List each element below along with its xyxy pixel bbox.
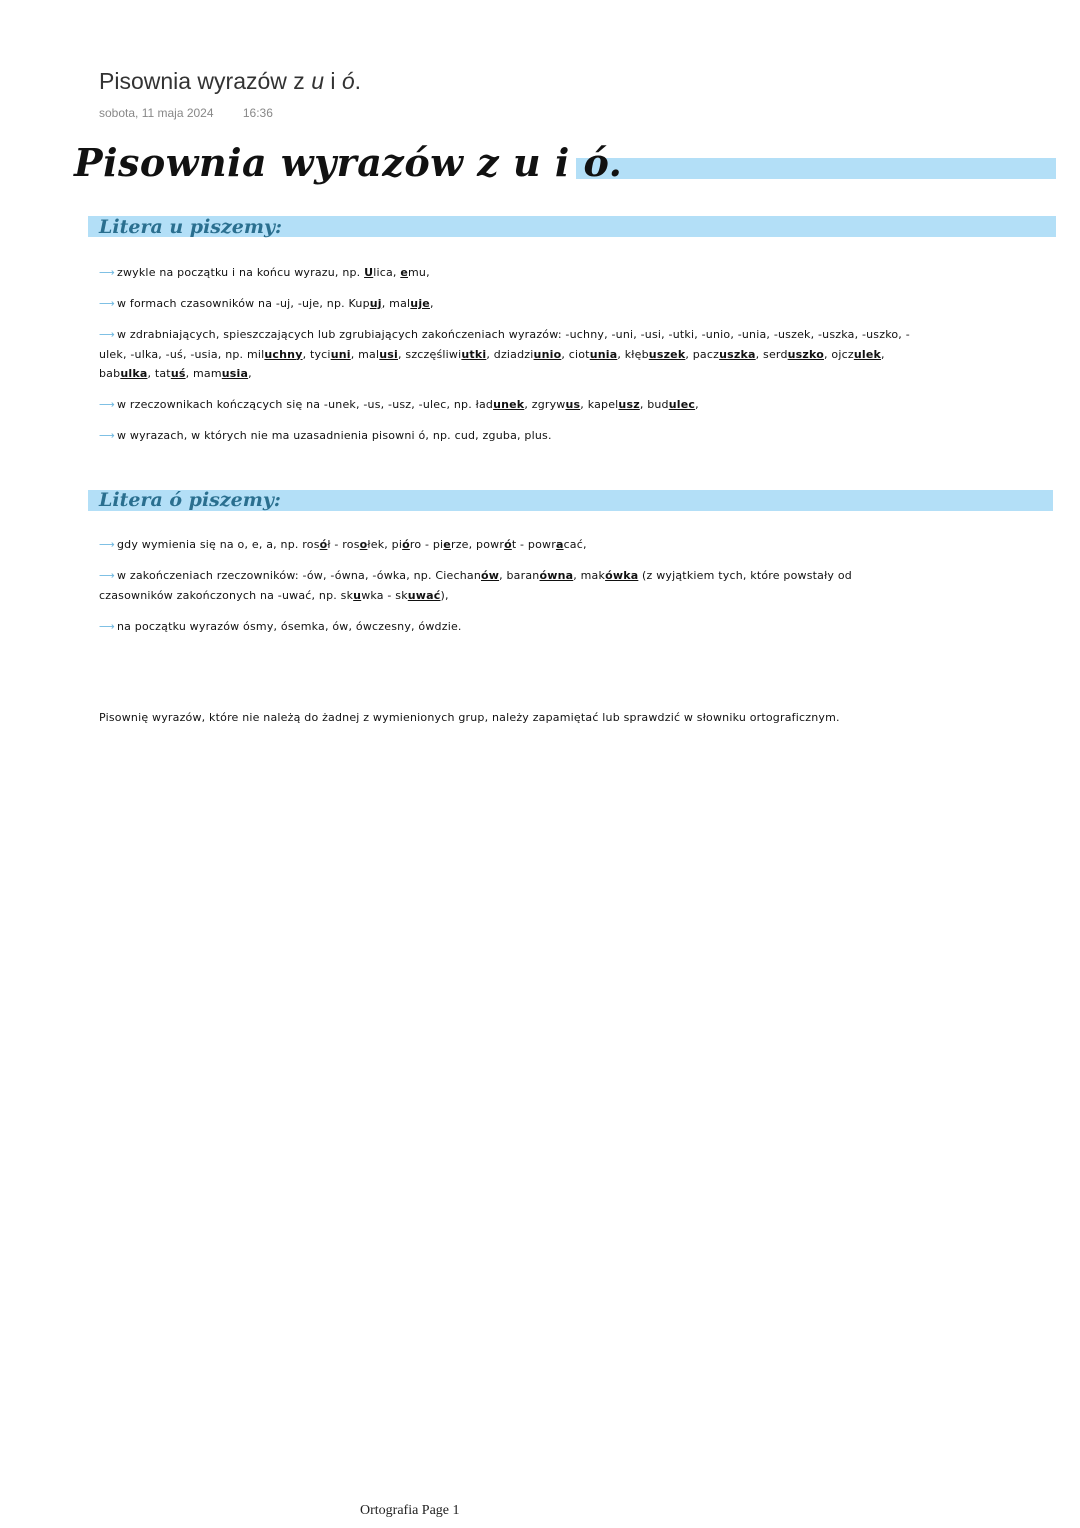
underlined-fragment: unio — [533, 347, 562, 361]
title-letter-o: ó — [341, 68, 355, 94]
section-o-heading-colon: : — [273, 489, 281, 511]
text-fragment: , ciot — [561, 347, 590, 361]
underlined-fragment: o — [359, 538, 368, 551]
underlined-fragment: uj — [369, 297, 382, 310]
underlined-fragment: ulec — [668, 398, 696, 411]
text-fragment: , dziadzi — [486, 347, 534, 361]
underlined-fragment: ó — [402, 538, 410, 551]
page-date: sobota, 11 maja 2024 — [99, 106, 214, 120]
text-fragment: , mal — [350, 347, 380, 361]
section-o-heading-text: Litera ó piszemy — [99, 489, 274, 511]
text-fragment: w zakończeniach rzeczowników: -ów, -ówna, -ówka, np. Ciechan — [116, 569, 481, 582]
banner-title: Pisownia wyrazów z u i ó. — [74, 140, 623, 185]
underlined-fragment: usia — [221, 367, 249, 380]
title-highlight-bar — [576, 158, 1056, 179]
list-item — [99, 566, 929, 605]
underlined-fragment: utki — [461, 347, 487, 361]
section-u-heading-colon: : — [275, 216, 283, 238]
text-fragment: gdy wymienia się na o, e, a, np. ros — [116, 538, 320, 551]
page-time: 16:36 — [242, 106, 273, 120]
page-title — [99, 68, 361, 95]
text-fragment: , bab — [99, 347, 885, 380]
text-fragment: , pacz — [685, 347, 720, 361]
list-item — [99, 617, 929, 637]
text-fragment: łek, pi — [367, 538, 403, 551]
underlined-fragment: unek — [493, 398, 525, 411]
closing-note: Pisownię wyrazów, które nie należą do żadnej z wymienionych grup, należy zapamiętać lub sprawdzić w słowniku ortograficznym. — [99, 711, 840, 724]
text-fragment: na początku wyrazów ósmy, ósemka, ów, ówczesny, ówdzie. — [116, 620, 462, 633]
text-fragment: , tyci — [302, 347, 331, 361]
underlined-fragment: usz — [618, 398, 640, 411]
underlined-fragment: usi — [379, 347, 398, 361]
underlined-fragment: u — [353, 588, 362, 602]
underlined-fragment: ówka — [605, 569, 639, 582]
title-text: Pisownia wyrazów z — [99, 68, 312, 94]
arrow-icon: ⟶ — [99, 328, 115, 341]
underlined-fragment: uś — [170, 367, 186, 380]
text-fragment: , tat — [147, 367, 171, 380]
text-fragment: , serd — [755, 347, 788, 361]
underlined-fragment: uchny — [264, 347, 303, 361]
underlined-fragment: ó — [504, 538, 512, 551]
arrow-icon: ⟶ — [99, 398, 115, 411]
arrow-icon: ⟶ — [99, 297, 115, 310]
text-fragment: , kłęb — [617, 347, 649, 361]
text-fragment: , mal — [381, 297, 411, 310]
text-fragment: , bud — [639, 398, 669, 411]
text-fragment: lica, — [373, 266, 401, 279]
underlined-fragment: e — [443, 538, 451, 551]
underlined-fragment: ulek — [853, 347, 882, 361]
underlined-fragment: uwać — [407, 588, 441, 602]
text-fragment: t - powr — [511, 538, 556, 551]
section-o-heading — [99, 489, 281, 511]
list-item — [99, 325, 929, 384]
text-fragment: , ojcz — [824, 347, 854, 361]
underlined-fragment: e — [400, 266, 408, 279]
underlined-fragment: ulka — [120, 367, 148, 380]
text-fragment: w wyrazach, w których nie ma uzasadnienia pisowni ó, np. cud, zguba, plus. — [116, 429, 552, 442]
underlined-fragment: U — [364, 266, 374, 279]
underlined-fragment: ówna — [539, 569, 574, 582]
list-item — [99, 426, 929, 446]
text-fragment: , mak — [573, 569, 606, 582]
page-footer: Ortografia Page 1 — [360, 1503, 460, 1518]
text-fragment: , — [429, 297, 434, 310]
text-fragment: ), — [440, 588, 449, 602]
text-fragment: wka - sk — [361, 588, 408, 602]
text-fragment: , szczęśliwi — [398, 347, 462, 361]
text-fragment: (z wyjątkiem tych, które powstały od czasowników zakończonych na -uwać, np. sk — [99, 569, 852, 602]
section-u-heading — [99, 216, 282, 238]
underlined-fragment: uni — [330, 347, 351, 361]
underlined-fragment: uszek — [648, 347, 686, 361]
underlined-fragment: uje — [410, 297, 430, 310]
text-fragment: mu, — [408, 266, 430, 279]
arrow-icon: ⟶ — [99, 538, 115, 551]
arrow-icon: ⟶ — [99, 429, 115, 442]
text-fragment: w formach czasowników na -uj, -uje, np. Kup — [116, 297, 370, 310]
text-fragment: cać, — [563, 538, 587, 551]
text-fragment: , kapel — [580, 398, 619, 411]
text-fragment: w zdrabniających, spieszczających lub zgrubiających zakończeniach wyrazów: -uchny, -uni, -usi, -utki, -unio, -unia, -uszek, -uszka, -uszko, -ulek, -ulka, -uś, -usia, np. mil — [99, 328, 910, 361]
text-fragment: ro - pi — [409, 538, 444, 551]
underlined-fragment: uszka — [719, 347, 756, 361]
underlined-fragment: unia — [589, 347, 618, 361]
text-fragment: w rzeczownikach kończących się na -unek, -us, -usz, -ulec, np. ład — [116, 398, 494, 411]
text-fragment: ł - ros — [327, 538, 360, 551]
list-item — [99, 294, 929, 314]
arrow-icon: ⟶ — [99, 266, 115, 279]
underlined-fragment: ó — [319, 538, 328, 551]
text-fragment: , — [248, 367, 252, 380]
section-u-heading-text: Litera u piszemy — [99, 216, 276, 238]
underlined-fragment: a — [555, 538, 564, 551]
underlined-fragment: ów — [480, 569, 500, 582]
text-fragment: , zgryw — [524, 398, 566, 411]
list-item — [99, 395, 929, 415]
title-text-end: . — [354, 68, 362, 94]
underlined-fragment: us — [565, 398, 581, 411]
list-item — [99, 263, 929, 283]
underlined-fragment: uszko — [787, 347, 825, 361]
arrow-icon: ⟶ — [99, 569, 115, 582]
list-item — [99, 535, 929, 555]
text-fragment: zwykle na początku i na końcu wyrazu, np. — [116, 266, 365, 279]
page-meta — [99, 106, 273, 120]
text-fragment: , mam — [185, 367, 222, 380]
text-fragment: , — [695, 398, 699, 411]
title-letter-u: u — [311, 68, 324, 94]
title-text-mid: i — [323, 68, 342, 94]
text-fragment: rze, powr — [450, 538, 505, 551]
arrow-icon: ⟶ — [99, 620, 115, 633]
text-fragment: , baran — [499, 569, 540, 582]
